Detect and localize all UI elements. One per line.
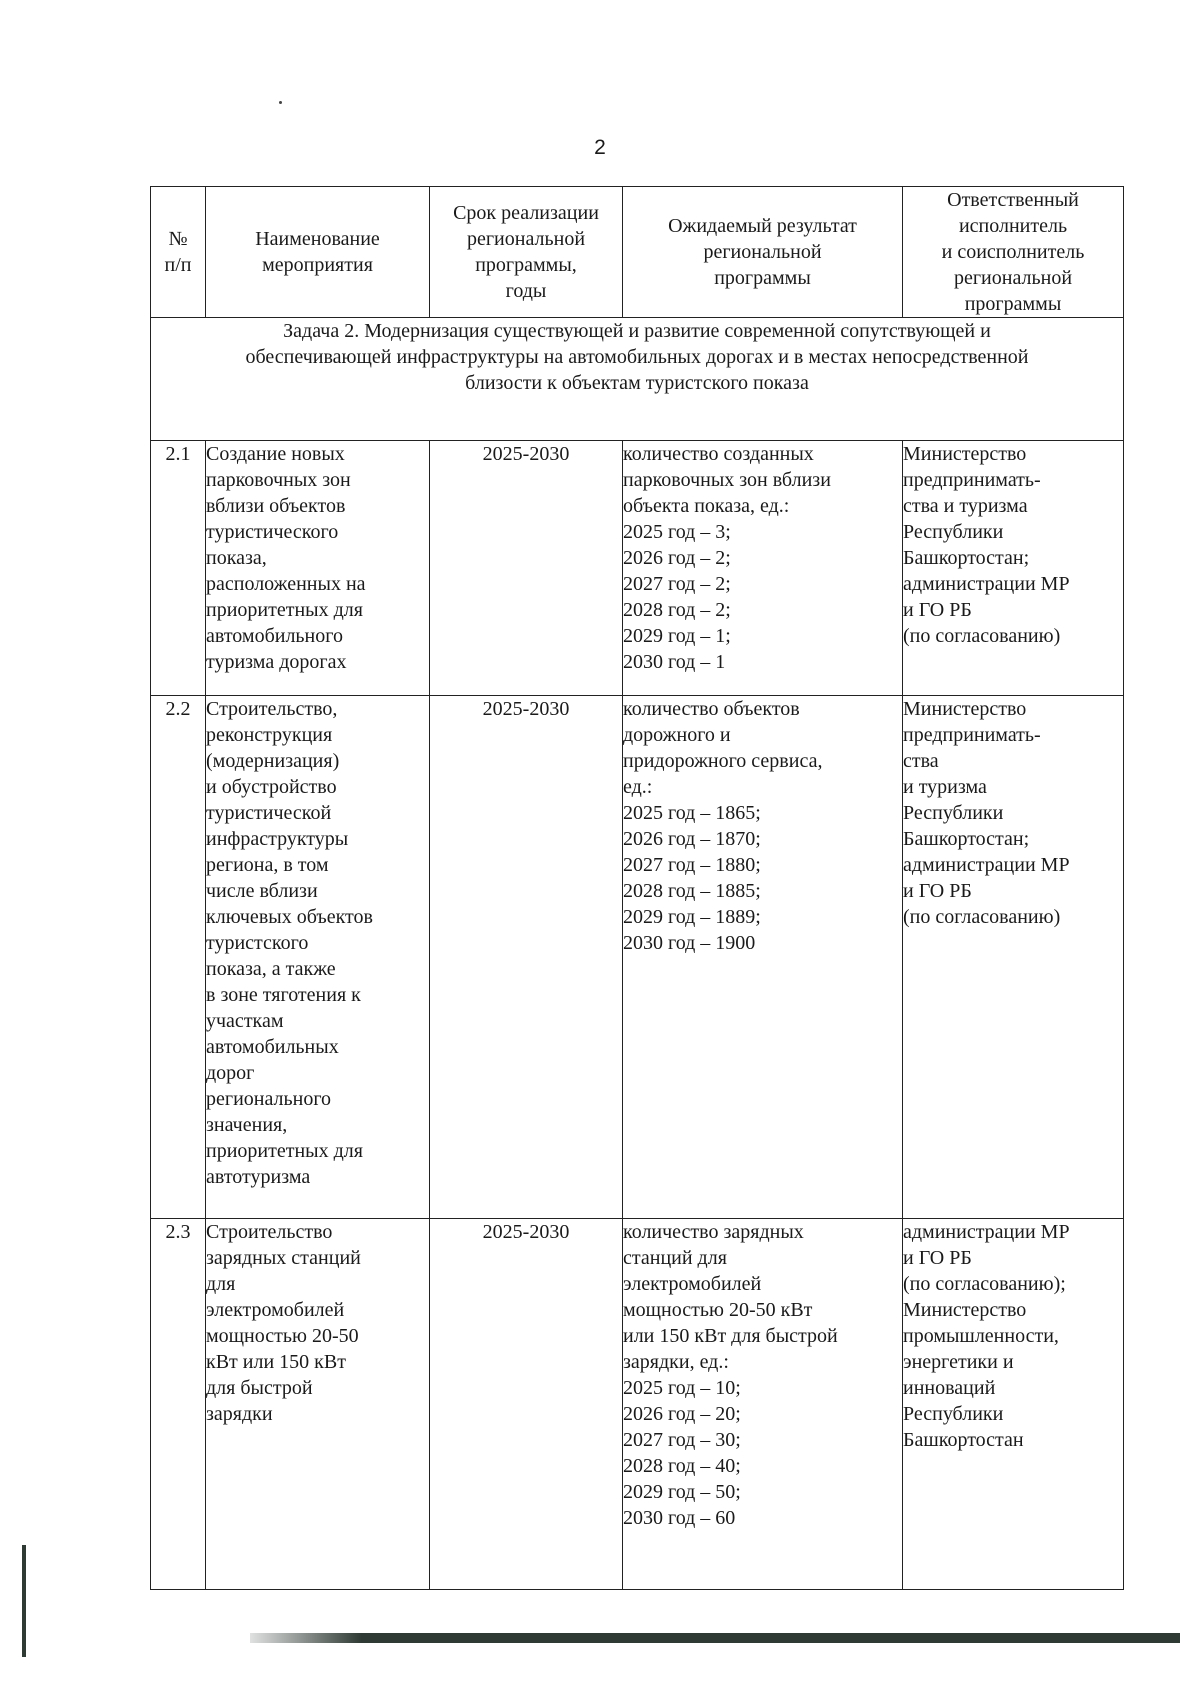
text-line: автотуризма	[206, 1166, 311, 1188]
header-cell-responsible	[903, 187, 1124, 318]
text-line: №	[168, 228, 188, 250]
scan-speck	[279, 101, 282, 104]
text-line: и ГО РБ	[903, 599, 972, 621]
text-line: приоритетных для	[206, 599, 363, 621]
text-line: предпринимать-	[903, 724, 1041, 746]
text-line: энергетики и	[903, 1351, 1014, 1373]
text-line: 2029 год – 1;	[623, 625, 731, 647]
text-line: участкам	[206, 1010, 284, 1032]
text-line: Создание новых	[206, 443, 345, 465]
text-line: программы	[714, 267, 811, 289]
text-line: и обустройство	[206, 776, 337, 798]
text-line: ед.:	[623, 776, 653, 798]
text-line: обеспечивающей инфраструктуры на автомобильных дорогах и в местах непосредственной	[245, 346, 1029, 368]
text-line: электромобилей	[623, 1273, 762, 1295]
activity-name	[206, 441, 430, 696]
task-heading-row	[151, 318, 1124, 441]
text-line: Республики	[903, 802, 1004, 824]
text-line: туристического	[206, 521, 339, 543]
responsible-executor	[903, 1219, 1124, 1590]
text-line: ства и туризма	[903, 495, 1028, 517]
row-number: 2.1	[151, 441, 206, 696]
text-line: приоритетных для	[206, 1140, 363, 1162]
text-line: придорожного сервиса,	[623, 750, 823, 772]
text-line: региональной	[703, 241, 822, 263]
text-line: регионального	[206, 1088, 332, 1110]
text-line: 2030 год – 1	[623, 651, 726, 673]
text-line: зарядки, ед.:	[623, 1351, 729, 1373]
scan-edge-left	[22, 1545, 26, 1657]
text-line: 2026 год – 20;	[623, 1403, 741, 1425]
text-line: региональной	[466, 228, 586, 250]
text-line: Министерство	[903, 443, 1027, 465]
expected-result	[623, 696, 903, 1219]
text-line: программы,	[475, 254, 577, 276]
implementation-term: 2025-2030	[430, 1219, 623, 1590]
text-line: администрации МР	[903, 854, 1070, 876]
text-line: Задача 2. Модернизация существующей и развитие современной сопутствующей и	[283, 320, 991, 342]
text-line: парковочных зон вблизи	[623, 469, 831, 491]
text-line: 2029 год – 1889;	[623, 906, 761, 928]
text-line: администрации МР	[903, 1221, 1070, 1243]
text-line: программы	[964, 293, 1062, 315]
text-line: туристского	[206, 932, 309, 954]
text-line: количество созданных	[623, 443, 814, 465]
text-line: администрации МР	[903, 573, 1070, 595]
text-line: 2030 год – 60	[623, 1507, 736, 1529]
text-line: Башкортостан	[903, 1429, 1024, 1451]
text-line: п/п	[164, 254, 192, 276]
text-line: 2030 год – 1900	[623, 932, 756, 954]
expected-result	[623, 1219, 903, 1590]
implementation-term: 2025-2030	[430, 441, 623, 696]
text-line: 2028 год – 2;	[623, 599, 731, 621]
text-line: станций для	[623, 1247, 727, 1269]
text-line: годы	[505, 280, 547, 302]
text-line: вблизи объектов	[206, 495, 346, 517]
text-line: числе вблизи	[206, 880, 318, 902]
text-line: Наименование	[255, 228, 380, 250]
text-line: промышленности,	[903, 1325, 1059, 1347]
table-row	[151, 696, 1124, 1219]
text-line: Срок реализации	[453, 202, 599, 224]
text-line: значения,	[206, 1114, 288, 1136]
text-line: Республики	[903, 521, 1004, 543]
table-row	[151, 441, 1124, 696]
text-line: исполнитель	[958, 215, 1068, 237]
header-row	[151, 187, 1124, 318]
header-cell-result	[623, 187, 903, 318]
text-line: для быстрой	[206, 1377, 313, 1399]
text-line: в зоне тяготения к	[206, 984, 361, 1006]
responsible-executor	[903, 696, 1124, 1219]
text-line: туристической	[206, 802, 332, 824]
text-line: реконструкция	[206, 724, 333, 746]
activity-name	[206, 1219, 430, 1590]
text-line: туризма дорогах	[206, 651, 347, 673]
text-line: инноваций	[903, 1377, 996, 1399]
text-line: и туризма	[903, 776, 987, 798]
text-line: Строительство,	[206, 698, 338, 720]
text-line: показа, а также	[206, 958, 336, 980]
text-line: 2025 год – 1865;	[623, 802, 761, 824]
text-line: 2029 год – 50;	[623, 1481, 741, 1503]
text-line: (по согласованию)	[903, 625, 1061, 647]
header-cell-term	[430, 187, 623, 318]
text-line: региона, в том	[206, 854, 329, 876]
text-line: 2028 год – 1885;	[623, 880, 761, 902]
text-line: и соисполнитель	[941, 241, 1085, 263]
text-line: количество объектов	[623, 698, 800, 720]
text-line: Строительство	[206, 1221, 333, 1243]
text-line: 2027 год – 2;	[623, 573, 731, 595]
text-line: количество зарядных	[623, 1221, 804, 1243]
header-cell-number	[151, 187, 206, 318]
text-line: (по согласованию)	[903, 906, 1061, 928]
text-line: инфраструктуры	[206, 828, 349, 850]
task-heading	[151, 318, 1124, 441]
table-row	[151, 1219, 1124, 1590]
text-line: мощностью 20-50	[206, 1325, 359, 1347]
text-line: 2028 год – 40;	[623, 1455, 741, 1477]
activity-name	[206, 696, 430, 1219]
text-line: или 150 кВт для быстрой	[623, 1325, 838, 1347]
text-line: (по согласованию);	[903, 1273, 1066, 1295]
row-number: 2.2	[151, 696, 206, 1219]
program-table	[150, 186, 1124, 1590]
text-line: дорог	[206, 1062, 255, 1084]
text-line: показа,	[206, 547, 267, 569]
text-line: мощностью 20-50 кВт	[623, 1299, 813, 1321]
expected-result	[623, 441, 903, 696]
row-number: 2.3	[151, 1219, 206, 1590]
text-line: зарядки	[206, 1403, 273, 1425]
text-line: автомобильного	[206, 625, 343, 647]
text-line: 2026 год – 2;	[623, 547, 731, 569]
text-line: автомобильных	[206, 1036, 339, 1058]
text-line: Министерство	[903, 1299, 1027, 1321]
text-line: ства	[903, 750, 939, 772]
text-line: зарядных станций	[206, 1247, 361, 1269]
text-line: близости к объектам туристского показа	[465, 372, 809, 394]
implementation-term: 2025-2030	[430, 696, 623, 1219]
text-line: Ожидаемый результат	[668, 215, 857, 237]
text-line: электромобилей	[206, 1299, 345, 1321]
text-line: 2025 год – 3;	[623, 521, 731, 543]
text-line: Башкортостан;	[903, 547, 1030, 569]
responsible-executor	[903, 441, 1124, 696]
text-line: мероприятия	[262, 254, 373, 276]
text-line: и ГО РБ	[903, 880, 972, 902]
text-line: ключевых объектов	[206, 906, 373, 928]
text-line: и ГО РБ	[903, 1247, 972, 1269]
header-cell-name	[206, 187, 430, 318]
text-line: (модернизация)	[206, 750, 340, 772]
text-line: Башкортостан;	[903, 828, 1030, 850]
text-line: Ответственный	[947, 189, 1079, 211]
text-line: 2025 год – 10;	[623, 1377, 741, 1399]
text-line: региональной	[953, 267, 1073, 289]
text-line: объекта показа, ед.:	[623, 495, 790, 517]
text-line: кВт или 150 кВт	[206, 1351, 346, 1373]
text-line: 2026 год – 1870;	[623, 828, 761, 850]
text-line: для	[206, 1273, 236, 1295]
text-line: Республики	[903, 1403, 1004, 1425]
text-line: Министерство	[903, 698, 1027, 720]
text-line: предпринимать-	[903, 469, 1041, 491]
text-line: дорожного и	[623, 724, 731, 746]
text-line: 2027 год – 1880;	[623, 854, 761, 876]
text-line: парковочных зон	[206, 469, 351, 491]
page-number: 2	[594, 136, 606, 159]
text-line: 2027 год – 30;	[623, 1429, 741, 1451]
text-line: расположенных на	[206, 573, 366, 595]
scan-edge-bottom	[250, 1633, 1180, 1643]
